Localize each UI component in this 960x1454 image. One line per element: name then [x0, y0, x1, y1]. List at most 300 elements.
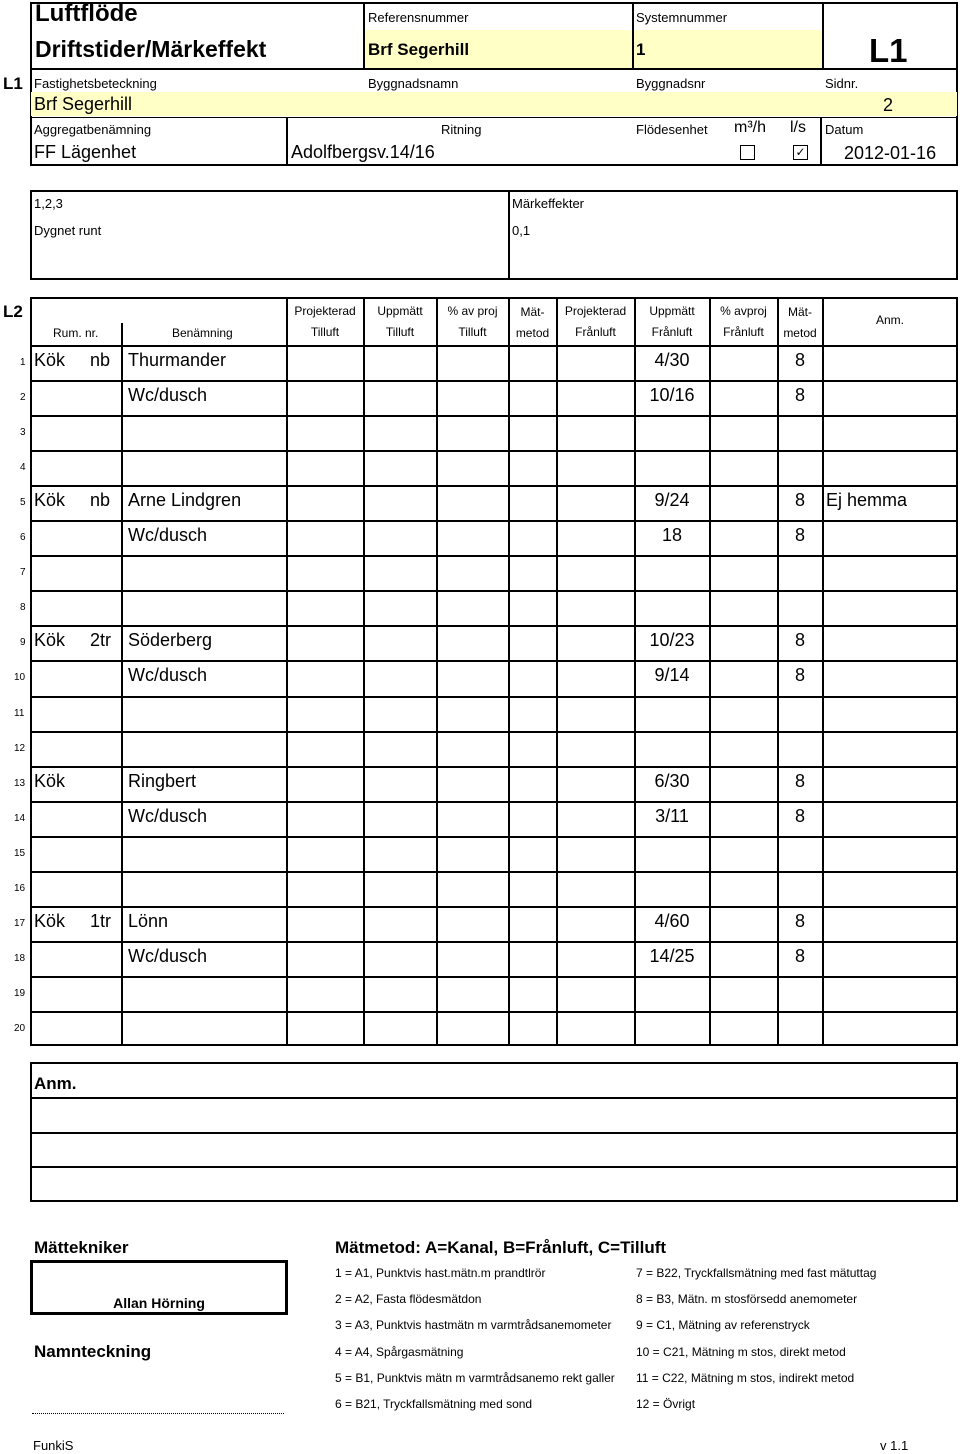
column-divider	[363, 801, 365, 836]
column-divider	[121, 836, 123, 871]
column-divider	[556, 380, 558, 415]
column-divider	[286, 696, 288, 731]
column-divider	[508, 590, 510, 625]
header-anm: Anm.	[875, 313, 904, 327]
column-divider	[121, 485, 123, 520]
column-divider	[709, 660, 711, 696]
column-divider	[822, 871, 824, 906]
cell-benamning[interactable]: Lönn	[128, 911, 169, 931]
cell-matmetod-franluft[interactable]: 8	[794, 490, 805, 510]
row-number: 16	[14, 883, 26, 894]
column-divider	[286, 906, 288, 941]
column-divider	[363, 625, 365, 660]
cell-benamning[interactable]: Wc/dusch	[128, 946, 208, 966]
row-divider	[30, 766, 958, 768]
column-divider	[709, 450, 711, 485]
row-number: 18	[14, 953, 26, 964]
cell-matmetod-franluft[interactable]: 8	[794, 665, 805, 685]
column-divider	[709, 555, 711, 590]
header-proj-tilluft-2: Tilluft	[310, 325, 340, 339]
cell-benamning[interactable]: Wc/dusch	[128, 385, 208, 405]
cell-nr[interactable]: 1tr	[90, 911, 112, 931]
unit-ls-checkbox[interactable]	[793, 145, 808, 160]
column-divider	[709, 1011, 711, 1046]
column-divider	[286, 871, 288, 906]
cell-matmetod-franluft[interactable]: 8	[794, 806, 805, 826]
row-number: 9	[20, 637, 26, 648]
column-divider	[508, 1011, 510, 1046]
column-divider	[436, 485, 438, 520]
unit-m3h-checkbox[interactable]	[740, 145, 755, 160]
column-divider	[436, 345, 438, 380]
column-divider	[556, 1011, 558, 1046]
row-divider	[30, 801, 958, 803]
form-title: Luftflöde	[35, 0, 138, 27]
byggnadsnamn-label: Byggnadsnamn	[368, 76, 459, 91]
drift-right-bottom[interactable]: 0,1	[512, 223, 531, 238]
header-upp-franluft-2: Frånluft	[651, 325, 693, 339]
column-divider	[363, 941, 365, 976]
column-divider	[709, 415, 711, 450]
cell-matmetod-franluft[interactable]: 8	[794, 946, 805, 966]
column-divider	[286, 801, 288, 836]
column-divider	[286, 450, 288, 485]
column-divider	[777, 731, 779, 766]
column-divider	[436, 555, 438, 590]
column-divider	[436, 766, 438, 801]
column-divider	[436, 801, 438, 836]
row-divider	[30, 520, 958, 522]
cell-matmetod-franluft[interactable]: 8	[794, 911, 805, 931]
method-item: 7 = B22, Tryckfallsmätning med fast mätuttag	[636, 1266, 877, 1280]
cell-benamning[interactable]: Wc/dusch	[128, 806, 208, 826]
sidnr-label: Sidnr.	[825, 76, 859, 91]
cell-benamning[interactable]: Wc/dusch	[128, 665, 208, 685]
column-divider	[436, 450, 438, 485]
cell-nr[interactable]: nb	[90, 490, 111, 510]
drift-left-top[interactable]: 1,2,3	[34, 196, 63, 211]
row-divider	[30, 1011, 958, 1013]
column-divider	[363, 520, 365, 555]
column-divider	[286, 731, 288, 766]
cell-uppmatt-franluft[interactable]: 9/24	[654, 490, 690, 510]
column-divider	[508, 731, 510, 766]
column-divider	[286, 520, 288, 555]
row-divider	[30, 906, 958, 908]
column-divider	[363, 766, 365, 801]
column-divider	[777, 871, 779, 906]
row-number: 1	[20, 357, 26, 368]
anm-line-4[interactable]	[32, 1168, 956, 1200]
method-item: 8 = B3, Mätn. m stosförsedd anemometer	[636, 1292, 858, 1307]
column-divider	[363, 450, 365, 485]
sys-field-bg	[634, 30, 822, 68]
method-item: 2 = A2, Fasta flödesmätdon	[335, 1292, 482, 1307]
column-divider	[436, 660, 438, 696]
column-divider	[121, 696, 123, 731]
cell-rum[interactable]: Kök	[34, 771, 66, 791]
column-divider	[286, 836, 288, 871]
cell-benamning[interactable]: Wc/dusch	[128, 525, 208, 545]
signature-line[interactable]	[32, 1413, 284, 1414]
column-divider	[121, 1011, 123, 1046]
column-divider	[508, 696, 510, 731]
row-number: 2	[20, 392, 26, 403]
row-divider	[30, 485, 958, 487]
cell-nr[interactable]: 2tr	[90, 630, 112, 650]
anm-line-2[interactable]	[32, 1099, 956, 1131]
column-divider	[822, 836, 824, 871]
row-divider	[30, 660, 958, 662]
header-proj-franluft-1: Projekterad	[564, 304, 627, 318]
column-divider	[363, 1011, 365, 1046]
column-divider	[709, 345, 711, 380]
header-matmetod-f-2: metod	[783, 326, 817, 340]
column-divider	[709, 485, 711, 520]
table-marker: L2	[3, 302, 23, 321]
column-divider	[363, 590, 365, 625]
cell-uppmatt-franluft[interactable]: 9/14	[654, 665, 690, 685]
column-divider	[286, 485, 288, 520]
cell-anm[interactable]: Ej hemma	[826, 490, 908, 510]
column-divider	[286, 941, 288, 976]
header-benamning: Benämning	[172, 326, 233, 340]
cell-matmetod-franluft[interactable]: 8	[794, 525, 805, 545]
row-number: 4	[20, 462, 26, 473]
cell-uppmatt-franluft[interactable]: 14/25	[649, 946, 695, 966]
column-divider	[634, 731, 636, 766]
column-divider	[363, 485, 365, 520]
method-item: 4 = A4, Spårgasmätning	[335, 1344, 464, 1359]
column-divider	[634, 871, 636, 906]
column-divider	[822, 696, 824, 731]
column-divider	[709, 590, 711, 625]
column-divider	[436, 520, 438, 555]
column-divider	[556, 590, 558, 625]
row-marker-l1: L1	[3, 74, 23, 93]
method-item: 9 = C1, Mätning av referenstryck	[636, 1318, 810, 1333]
cell-matmetod-franluft[interactable]: 8	[794, 385, 805, 405]
column-divider	[709, 731, 711, 766]
column-divider	[822, 941, 824, 976]
column-divider	[822, 590, 824, 625]
header-matmetod-f-1: Mät-	[788, 305, 812, 319]
cell-uppmatt-franluft[interactable]: 18	[661, 525, 683, 545]
column-divider	[508, 906, 510, 941]
column-divider	[508, 871, 510, 906]
column-divider	[436, 976, 438, 1011]
datum-label: Datum	[825, 122, 864, 137]
row-number: 17	[14, 918, 26, 929]
column-divider	[634, 590, 636, 625]
ref-value[interactable]: Brf Segerhill	[368, 40, 470, 59]
header-proj-tilluft-1: Projekterad	[294, 304, 356, 318]
column-divider	[363, 731, 365, 766]
column-divider	[436, 1011, 438, 1046]
column-divider	[709, 871, 711, 906]
mattekniker-label: Mättekniker	[34, 1238, 129, 1257]
column-divider	[363, 380, 365, 415]
cell-matmetod-franluft[interactable]: 8	[794, 771, 805, 791]
header-pct-tilluft-1: % av proj	[447, 304, 498, 318]
cell-benamning[interactable]: Ringbert	[128, 771, 197, 791]
header-proj-franluft-2: Frånluft	[575, 325, 616, 339]
aggregat-extra[interactable]: Adolfbergsv.14/16	[291, 142, 435, 162]
row-number: 15	[14, 848, 26, 859]
column-divider	[286, 976, 288, 1011]
column-divider	[634, 976, 636, 1011]
column-divider	[634, 450, 636, 485]
column-divider	[121, 906, 123, 941]
cell-uppmatt-franluft[interactable]: 6/30	[654, 771, 690, 791]
cell-benamning[interactable]: Arne Lindgren	[128, 490, 242, 510]
column-divider	[777, 415, 779, 450]
cell-benamning[interactable]: Söderberg	[128, 630, 213, 650]
brand-label: FunkiS	[33, 1438, 74, 1453]
row-number: 19	[14, 988, 26, 999]
drift-right-top[interactable]: Märkeffekter	[512, 196, 585, 211]
cell-uppmatt-franluft[interactable]: 10/23	[649, 630, 695, 650]
column-divider	[363, 660, 365, 696]
column-divider	[709, 801, 711, 836]
row-divider	[30, 941, 958, 943]
column-divider	[508, 520, 510, 555]
namnteckning-label: Namnteckning	[34, 1342, 152, 1361]
column-divider	[822, 345, 824, 380]
column-divider	[822, 801, 824, 836]
row-divider	[30, 590, 958, 592]
column-divider	[556, 555, 558, 590]
cell-matmetod-franluft[interactable]: 8	[794, 350, 805, 370]
column-divider	[121, 766, 123, 801]
column-divider	[121, 625, 123, 660]
drift-left-bottom[interactable]: Dygnet runt	[34, 223, 102, 238]
header-upp-tilluft-2: Tilluft	[385, 325, 415, 339]
column-divider	[822, 625, 824, 660]
column-divider	[286, 380, 288, 415]
anm-line-3[interactable]	[32, 1134, 956, 1165]
drift-frame	[30, 190, 958, 280]
column-divider	[121, 345, 123, 380]
column-divider	[363, 415, 365, 450]
column-divider	[556, 660, 558, 696]
header-pct-franluft-1: % avproj	[720, 304, 767, 318]
cell-benamning[interactable]: Thurmander	[128, 350, 227, 370]
cell-uppmatt-franluft[interactable]: 4/60	[654, 911, 690, 931]
column-divider	[556, 625, 558, 660]
aggregat-value[interactable]: FF Lägenhet	[34, 142, 137, 162]
column-divider	[508, 766, 510, 801]
column-divider	[634, 555, 636, 590]
column-divider	[286, 625, 288, 660]
column-divider	[436, 380, 438, 415]
row-divider	[30, 450, 958, 452]
column-divider	[709, 976, 711, 1011]
row-number: 13	[14, 778, 26, 789]
column-divider	[121, 380, 123, 415]
column-divider	[777, 555, 779, 590]
row-number: 6	[20, 532, 26, 543]
version-label: v 1.1	[880, 1438, 909, 1453]
column-divider	[363, 906, 365, 941]
column-divider	[556, 485, 558, 520]
column-divider	[121, 731, 123, 766]
column-divider	[363, 696, 365, 731]
column-divider	[822, 1011, 824, 1046]
column-divider	[508, 660, 510, 696]
row-divider	[30, 625, 958, 627]
column-divider	[363, 555, 365, 590]
row-number: 10	[14, 672, 26, 683]
ritning-label: Ritning	[441, 122, 482, 137]
cell-uppmatt-franluft[interactable]: 10/16	[649, 385, 695, 405]
column-divider	[286, 415, 288, 450]
row-divider	[30, 731, 958, 733]
method-item: 10 = C21, Mätning m stos, direkt metod	[636, 1344, 846, 1359]
method-item: 3 = A3, Punktvis hastmätn m varmtrådsanemometer	[335, 1318, 612, 1333]
cell-rum[interactable]: Kök	[34, 350, 66, 370]
column-divider	[822, 555, 824, 590]
column-divider	[286, 1011, 288, 1046]
anm-label: Anm.	[34, 1074, 77, 1093]
header-upp-franluft-1: Uppmätt	[649, 304, 695, 318]
matmetod-title: Mätmetod: A=Kanal, B=Frånluft, C=Tilluft	[335, 1238, 667, 1257]
cell-uppmatt-franluft[interactable]: 3/11	[655, 806, 689, 826]
column-divider	[436, 590, 438, 625]
column-divider	[556, 801, 558, 836]
column-divider	[822, 415, 824, 450]
fastighet-value[interactable]: Brf Segerhill	[34, 94, 133, 114]
header-pct-franluft-2: Frånluft	[723, 325, 764, 339]
column-divider	[556, 941, 558, 976]
column-divider	[363, 976, 365, 1011]
column-divider	[508, 625, 510, 660]
column-divider	[508, 941, 510, 976]
column-divider	[363, 345, 365, 380]
column-divider	[436, 415, 438, 450]
method-item: 6 = B21, Tryckfallsmätning med sond	[335, 1397, 533, 1411]
column-divider	[508, 345, 510, 380]
column-divider	[508, 555, 510, 590]
column-divider	[556, 871, 558, 906]
row-divider	[30, 345, 958, 347]
column-divider	[121, 590, 123, 625]
column-divider	[709, 941, 711, 976]
column-divider	[286, 660, 288, 696]
header-frame	[30, 2, 958, 166]
mattekniker-name: Allan Hörning	[113, 1295, 205, 1311]
header-rum-nr: Rum. nr.	[53, 326, 99, 340]
check-icon: ✓	[795, 145, 806, 159]
column-divider	[634, 1011, 636, 1046]
column-divider	[777, 976, 779, 1011]
column-divider	[436, 941, 438, 976]
column-divider	[777, 696, 779, 731]
row-number: 7	[20, 567, 26, 578]
header-pct-tilluft-2: Tilluft	[458, 325, 487, 339]
column-divider	[508, 801, 510, 836]
column-divider	[556, 976, 558, 1011]
column-divider	[121, 871, 123, 906]
column-divider	[556, 906, 558, 941]
header-upp-tilluft-1: Uppmätt	[377, 304, 423, 318]
cell-rum[interactable]: Kök	[34, 911, 66, 931]
column-divider	[634, 696, 636, 731]
column-divider	[121, 450, 123, 485]
datum-value[interactable]: 2012-01-16	[844, 143, 937, 163]
column-divider	[709, 766, 711, 801]
column-divider	[121, 555, 123, 590]
sheet-code: L1	[869, 32, 908, 69]
column-divider	[121, 941, 123, 976]
row-divider	[30, 976, 958, 978]
unit-m3h-label: m³/h	[734, 119, 766, 136]
row-divider	[30, 696, 958, 698]
row-number: 11	[14, 708, 25, 719]
column-divider	[556, 696, 558, 731]
column-divider	[121, 801, 123, 836]
column-divider	[436, 906, 438, 941]
row-divider	[30, 871, 958, 873]
column-divider	[436, 836, 438, 871]
column-divider	[436, 625, 438, 660]
cell-nr[interactable]: nb	[90, 350, 111, 370]
column-divider	[777, 836, 779, 871]
cell-rum[interactable]: Kök	[34, 630, 66, 650]
byggnadsnr-label: Byggnadsnr	[636, 76, 706, 91]
column-divider	[363, 836, 365, 871]
column-divider	[634, 415, 636, 450]
column-divider	[709, 520, 711, 555]
fastighet-field-bg	[31, 92, 957, 116]
column-divider	[508, 976, 510, 1011]
column-divider	[822, 766, 824, 801]
row-divider	[30, 836, 958, 838]
sys-value[interactable]: 1	[636, 40, 646, 59]
row-number: 12	[14, 743, 26, 754]
column-divider	[822, 976, 824, 1011]
column-divider	[436, 731, 438, 766]
column-divider	[508, 380, 510, 415]
column-divider	[556, 520, 558, 555]
column-divider	[709, 696, 711, 731]
column-divider	[556, 836, 558, 871]
column-divider	[822, 380, 824, 415]
row-divider	[30, 555, 958, 557]
ref-label: Referensnummer	[368, 10, 469, 25]
sidnr-value[interactable]: 2	[883, 95, 894, 115]
row-number: 3	[20, 427, 26, 438]
unit-ls-label: l/s	[790, 119, 806, 136]
column-divider	[822, 485, 824, 520]
method-item: 11 = C22, Mätning m stos, indirekt metod	[636, 1370, 855, 1385]
form-subtitle: Driftstider/Märkeffekt	[35, 36, 267, 62]
cell-matmetod-franluft[interactable]: 8	[794, 630, 805, 650]
header-matmetod-t-2: metod	[515, 326, 550, 340]
row-number: 5	[20, 497, 26, 508]
column-divider	[508, 450, 510, 485]
column-divider	[508, 836, 510, 871]
aggregat-label: Aggregatbenämning	[34, 122, 152, 137]
cell-rum[interactable]: Kök	[34, 490, 66, 510]
flodesenhet-label: Flödesenhet	[636, 122, 708, 137]
column-divider	[822, 520, 824, 555]
column-divider	[556, 415, 558, 450]
column-divider	[121, 415, 123, 450]
cell-uppmatt-franluft[interactable]: 4/30	[654, 350, 690, 370]
mattekniker-box[interactable]	[30, 1260, 288, 1315]
column-divider	[556, 766, 558, 801]
